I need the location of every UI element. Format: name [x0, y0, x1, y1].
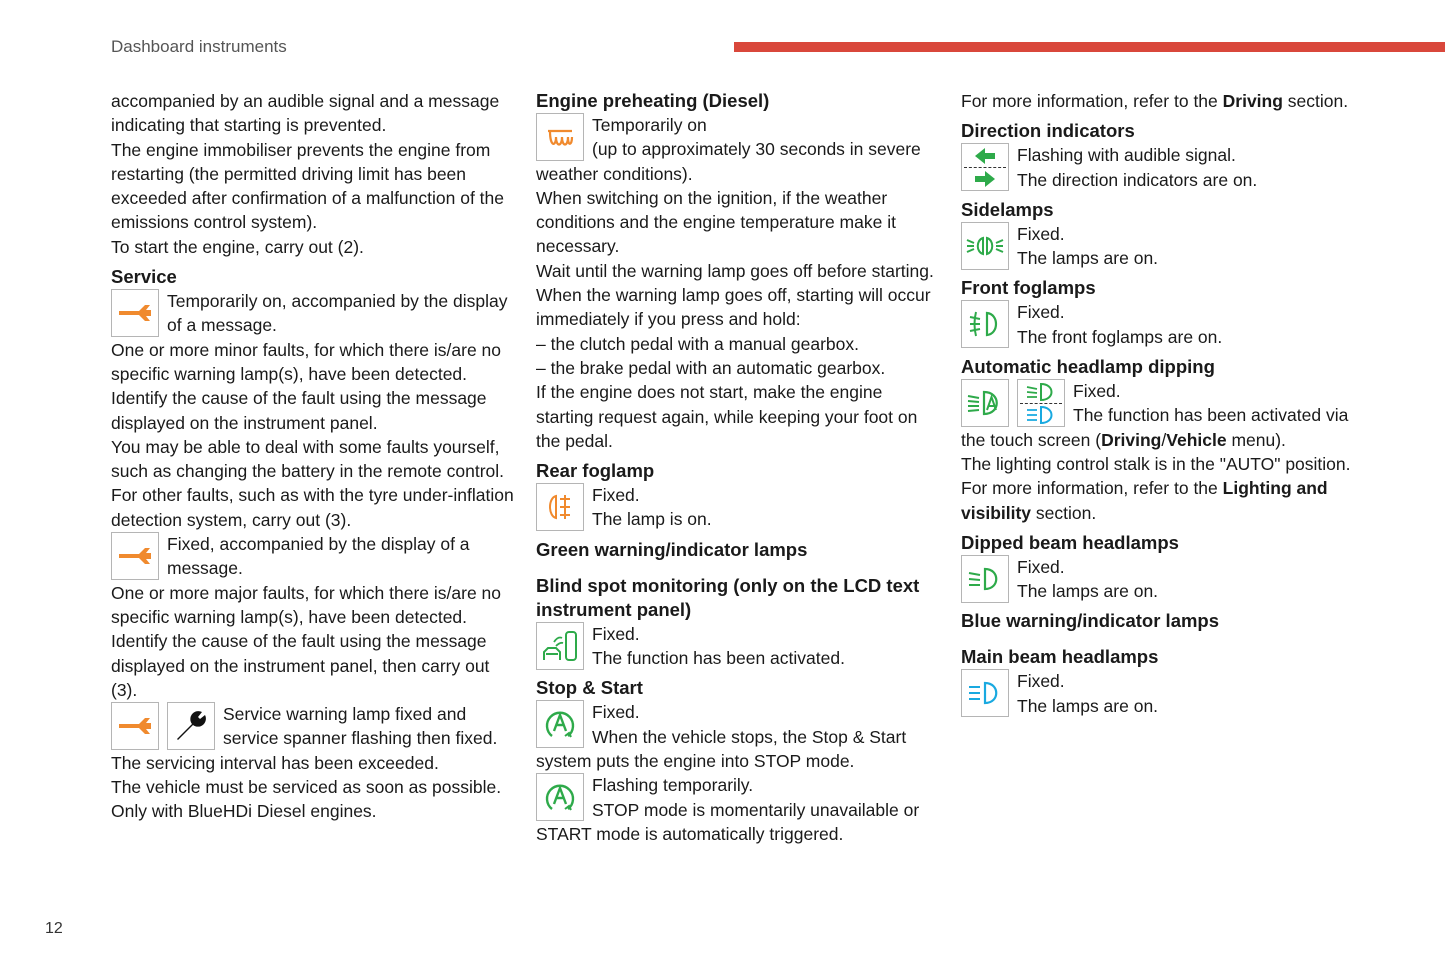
- column-middle: [536, 89, 936, 846]
- paragraph: To start the engine, carry out (2).: [111, 236, 364, 257]
- section-heading-blind-spot: Blind spot monitoring (only on the LCD text instrument panel): [536, 574, 920, 620]
- paragraph: Identify the cause of the fault using the message displayed on the instrument panel.: [111, 388, 487, 433]
- dipped-beam-icon: [961, 555, 1009, 603]
- section-heading-stop-start: Stop & Start: [536, 677, 643, 699]
- paragraph: Identify the cause of the fault using the message displayed on the instrument panel, then carry out (3).: [111, 631, 490, 700]
- paragraph: The lighting control stalk is in the "AUTO" position.: [961, 453, 1351, 474]
- warning-lamp-entry: [961, 300, 1361, 349]
- reference-lighting: For more information, refer to the Lighting and visibility section.: [961, 478, 1328, 523]
- lamp-description: Fixed.: [1017, 556, 1065, 577]
- warning-lamp-entry: [961, 143, 1361, 192]
- warning-lamp-entry: [536, 113, 936, 186]
- warning-lamp-entry: [536, 700, 936, 773]
- paragraph: When switching on the ignition, if the weather conditions and the engine temperature make it necessary.: [536, 187, 896, 257]
- auto-headlamp-icon: [961, 379, 1009, 427]
- lamp-description: (up to approximately 30 seconds in severe weather conditions).: [536, 139, 921, 184]
- lamp-description: Fixed.: [1017, 671, 1065, 692]
- lamp-description: The direction indicators are on.: [1017, 169, 1258, 190]
- lamp-description: The lamps are on.: [1017, 581, 1159, 602]
- spanner-icon: [111, 532, 159, 580]
- lamp-description: Flashing temporarily.: [592, 775, 754, 796]
- section-heading-service: Service: [111, 266, 177, 288]
- list-item: – the clutch pedal with a manual gearbox.: [536, 333, 859, 354]
- section-heading-dipped-beam: Dipped beam headlamps: [961, 531, 1179, 553]
- section-heading-blue-lamps: Blue warning/indicator lamps: [961, 610, 1220, 632]
- lamp-description: The lamps are on.: [1017, 695, 1159, 716]
- warning-lamp-entry: [961, 555, 1361, 604]
- lamp-description: Fixed.: [592, 623, 640, 644]
- section-heading-green-lamps: Green warning/indicator lamps: [536, 538, 808, 560]
- header-title: Dashboard instruments: [111, 37, 287, 56]
- paragraph: Only with BlueHDi Diesel engines.: [111, 801, 377, 822]
- warning-lamp-entry: [961, 669, 1361, 718]
- section-heading-direction: Direction indicators: [961, 120, 1135, 142]
- blind-spot-icon: [536, 622, 584, 670]
- lamp-description: Temporarily on, accompanied by the display of a message.: [167, 291, 508, 336]
- warning-lamp-entry: [961, 379, 1361, 452]
- lamp-description: Fixed.: [1073, 381, 1121, 402]
- lamp-description: STOP mode is momentarily unavailable or START mode is automatically triggered.: [536, 799, 920, 844]
- reference-driving: For more information, refer to the Driving section.: [961, 91, 1349, 111]
- front-foglamp-icon: [961, 300, 1009, 348]
- section-heading-main-beam: Main beam headlamps: [961, 646, 1159, 668]
- lamp-description: Temporarily on: [592, 115, 707, 135]
- section-heading-sidelamps: Sidelamps: [961, 198, 1054, 220]
- header-accent-bar: [734, 42, 1445, 52]
- rear-foglamp-icon: [536, 483, 584, 531]
- paragraph: The engine immobiliser prevents the engine from restarting (the permitted driving limit has been exceeded after confirmation of a malfunction of the emissions control system).: [111, 139, 505, 233]
- stop-start-icon: [536, 773, 584, 821]
- warning-lamp-entry: [536, 622, 936, 671]
- spanner-black-icon: [167, 702, 215, 750]
- column-left: [111, 89, 516, 824]
- lamp-description: Service warning lamp fixed and service spanner flashing then fixed.: [223, 704, 498, 749]
- main-beam-icon: [961, 669, 1009, 717]
- list-item: – the brake pedal with an automatic gearbox.: [536, 357, 886, 378]
- section-heading-auto-dipping: Automatic headlamp dipping: [961, 356, 1215, 378]
- paragraph: When the warning lamp goes off, starting will occur immediately if you press and hold:: [536, 285, 931, 330]
- paragraph: accompanied by an audible signal and a message indicating that starting is prevented.: [111, 91, 500, 136]
- paragraph: One or more major faults, for which there is/are no specific warning lamp(s), have been detected.: [111, 582, 502, 627]
- column-right: [961, 89, 1361, 718]
- paragraph: Wait until the warning lamp goes off before starting.: [536, 260, 934, 281]
- sidelamps-icon: [961, 222, 1009, 270]
- paragraph: One or more minor faults, for which there is/are no specific warning lamp(s), have been detected.: [111, 339, 502, 384]
- lamp-description: Fixed.: [592, 485, 640, 506]
- section-heading-preheating: Engine preheating (Diesel): [536, 90, 770, 111]
- warning-lamp-entry: [536, 483, 936, 532]
- lamp-description: The lamp is on.: [592, 509, 712, 530]
- lamp-description: Fixed.: [592, 702, 640, 723]
- lamp-description: Fixed, accompanied by the display of a message.: [167, 534, 470, 579]
- warning-lamp-entry: [961, 222, 1361, 271]
- lamp-description: Fixed.: [1017, 302, 1065, 323]
- lamp-description: Fixed.: [1017, 223, 1065, 244]
- paragraph: You may be able to deal with some faults yourself, such as changing the battery in the remote control.: [111, 436, 505, 482]
- lamp-description: Flashing with audible signal.: [1017, 145, 1236, 166]
- paragraph: The servicing interval has been exceeded.: [111, 752, 439, 773]
- stop-start-icon: [536, 700, 584, 748]
- spanner-icon: [111, 702, 159, 750]
- lamp-description: When the vehicle stops, the Stop & Start system puts the engine into STOP mode.: [536, 726, 907, 771]
- beam-switch-icon: [1017, 379, 1065, 427]
- page-number: 12: [45, 920, 63, 937]
- warning-lamp-entry: [111, 289, 516, 338]
- lamp-description: The function has been activated.: [592, 648, 845, 669]
- spanner-icon: [111, 289, 159, 337]
- warning-lamp-entry: [536, 773, 936, 846]
- glow-plug-icon: [536, 113, 584, 161]
- warning-lamp-entry: [111, 532, 516, 581]
- lamp-description: The lamps are on.: [1017, 248, 1159, 269]
- section-heading-front-foglamps: Front foglamps: [961, 277, 1096, 299]
- warning-lamp-entry: [111, 702, 516, 751]
- paragraph: For other faults, such as with the tyre under-inflation detection system, carry out (3).: [111, 485, 514, 530]
- lamp-description: The front foglamps are on.: [1017, 326, 1223, 347]
- paragraph: If the engine does not start, make the engine starting request again, while keeping your foot on the pedal.: [536, 382, 918, 451]
- paragraph: The vehicle must be serviced as soon as possible.: [111, 777, 502, 798]
- direction-arrows-icon: [961, 143, 1009, 191]
- section-heading-rear-foglamp: Rear foglamp: [536, 460, 655, 482]
- lamp-description: The function has been activated via the touch screen (Driving/Vehicle menu).: [961, 405, 1349, 450]
